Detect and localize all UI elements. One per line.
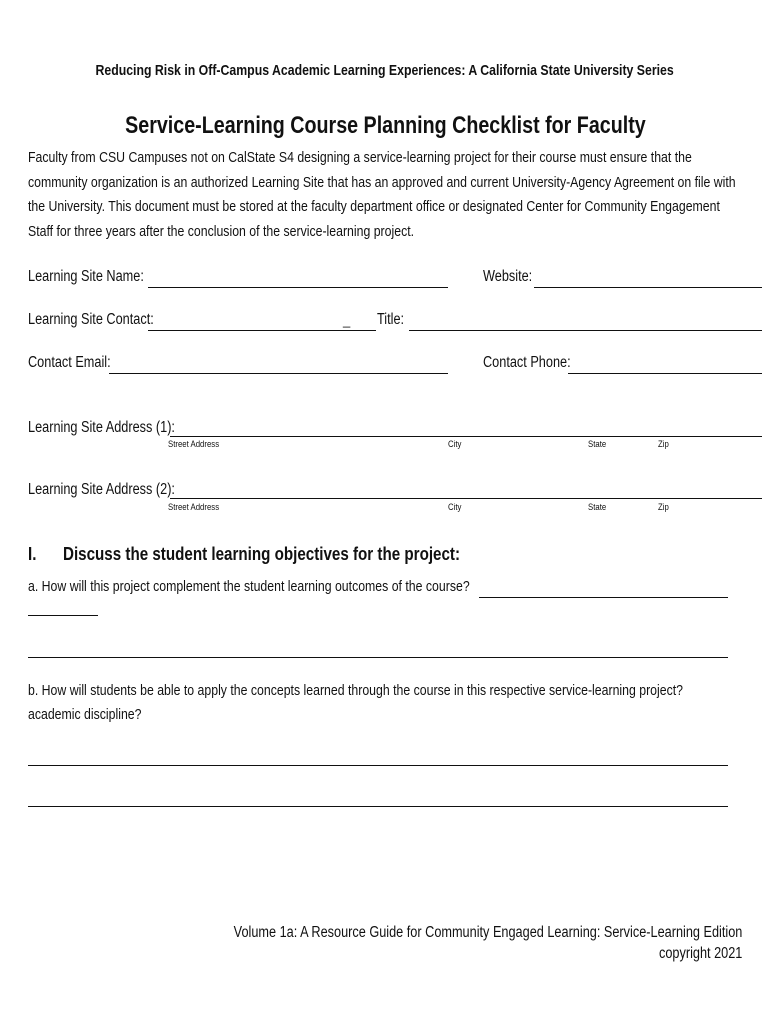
footer-copyright: copyright 2021 bbox=[658, 945, 742, 962]
address2-label: Learning Site Address (2): bbox=[28, 481, 175, 498]
address2-city-caption: City bbox=[448, 502, 462, 513]
contact-title-field[interactable] bbox=[409, 330, 762, 331]
address2-zip-caption: Zip bbox=[658, 502, 669, 513]
question-b-continued: academic discipline? bbox=[28, 706, 142, 723]
contact-email-label: Contact Email: bbox=[28, 354, 111, 371]
site-contact-label: Learning Site Contact: bbox=[28, 311, 154, 328]
answer-a-line-3[interactable] bbox=[28, 657, 728, 658]
address1-state-caption: State bbox=[588, 439, 607, 450]
answer-b-line-1[interactable] bbox=[28, 765, 728, 766]
site-contact-field[interactable] bbox=[148, 330, 376, 331]
footer-volume: Volume 1a: A Resource Guide for Community Engaged Learning: Service-Learning Edition bbox=[233, 924, 742, 941]
intro-line: the University. This document must be stored at the faculty department office or designated Center for Community Engagement bbox=[28, 198, 720, 215]
site-name-label: Learning Site Name: bbox=[28, 268, 144, 285]
contact-phone-label: Contact Phone: bbox=[483, 354, 571, 371]
address2-state-caption: State bbox=[588, 502, 607, 513]
intro-line: Faculty from CSU Campuses not on CalState S4 designing a service-learning project for their course must ensure that the bbox=[28, 149, 692, 166]
section-number: I. bbox=[28, 543, 37, 564]
footer bbox=[122, 922, 742, 964]
address1-field[interactable] bbox=[170, 436, 762, 437]
page-title: Service-Learning Course Planning Checklist for Faculty bbox=[124, 112, 646, 139]
contact-phone-field[interactable] bbox=[568, 373, 762, 374]
website-label: Website: bbox=[483, 268, 533, 285]
site-name-field[interactable] bbox=[148, 287, 448, 288]
address2-field[interactable] bbox=[170, 498, 762, 499]
answer-a-line-2[interactable] bbox=[28, 615, 98, 616]
intro-line: community organization is an authorized Learning Site that has an approved and current University-Agency Agreement on file with bbox=[28, 173, 736, 191]
question-a: a. How will this project complement the student learning outcomes of the course? bbox=[28, 578, 470, 595]
answer-a-line-1[interactable] bbox=[479, 597, 728, 598]
answer-b-line-2[interactable] bbox=[28, 806, 728, 807]
series-title: Reducing Risk in Off-Campus Academic Learning Experiences: A California State University Series bbox=[95, 62, 675, 79]
intro-line: Staff for three years after the conclusion of the service-learning project. bbox=[28, 222, 415, 240]
address1-zip-caption: Zip bbox=[658, 439, 669, 450]
website-field[interactable] bbox=[534, 287, 762, 288]
contact-email-field[interactable] bbox=[109, 373, 448, 374]
intro-paragraph bbox=[28, 146, 736, 244]
address2-street-caption: Street Address bbox=[168, 502, 220, 513]
question-b: b. How will students be able to apply the concepts learned through the course in this respective service-learning project? bbox=[28, 682, 684, 699]
address1-label: Learning Site Address (1): bbox=[28, 419, 175, 436]
section-heading: Discuss the student learning objectives for the project: bbox=[63, 543, 461, 564]
address1-city-caption: City bbox=[448, 439, 462, 450]
address1-street-caption: Street Address bbox=[168, 439, 220, 450]
contact-underscore: _ bbox=[343, 313, 351, 328]
title-label: Title: bbox=[377, 311, 405, 328]
